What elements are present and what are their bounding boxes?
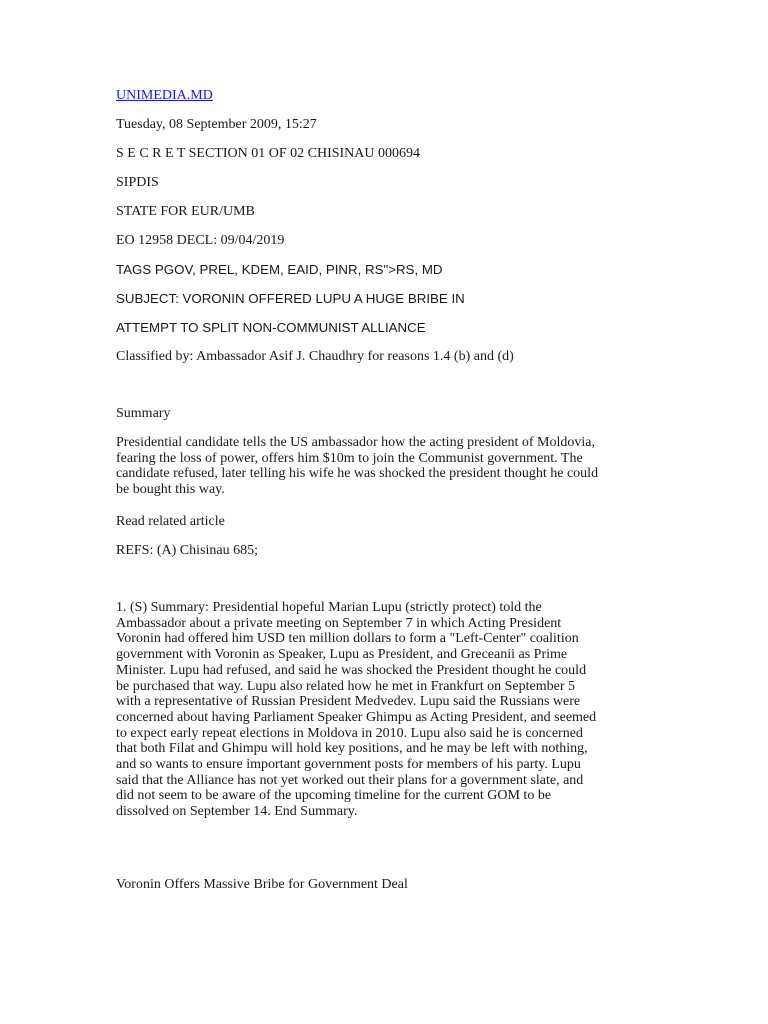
paragraph-line: said that the Alliance has not yet worked out their plans for a government slate, and	[116, 772, 584, 788]
paragraph-line: that both Filat and Ghimpu will hold key positions, and he may be left with nothing,	[116, 741, 588, 757]
summary-paragraph	[116, 435, 656, 498]
paragraph-line: did not seem to be aware of the upcoming timeline for the current GOM to be	[116, 788, 552, 804]
tags-line: TAGS PGOV, PREL, KDEM, EAID, PINR, RS">RS, MD	[116, 262, 443, 277]
classified-by-line: Classified by: Ambassador Asif J. Chaudhry for reasons 1.4 (b) and (d)	[116, 349, 514, 364]
subject-line-1: SUBJECT: VORONIN OFFERED LUPU A HUGE BRIBE IN	[116, 291, 465, 306]
paragraph-line: be purchased that way. Lupu also related how he met in Frankfurt on September 5	[116, 678, 576, 694]
summary-line: Presidential candidate tells the US ambassador how the acting president of Moldovia,	[116, 435, 595, 450]
paragraph-1	[116, 600, 656, 820]
summary-heading: Summary	[116, 406, 171, 421]
sipdis-line: SIPDIS	[116, 175, 159, 190]
paragraph-line: 1. (S) Summary: Presidential hopeful Marian Lupu (strictly protect) told the	[116, 600, 542, 615]
paragraph-line: to expect early repeat elections in Moldova in 2010. Lupu also said he is concerned	[116, 725, 583, 741]
paragraph-line: Ambassador about a private meeting on September 7 in which Acting President	[116, 615, 562, 631]
cable-header: S E C R E T SECTION 01 OF 02 CHISINAU 000694	[116, 146, 421, 161]
summary-line: candidate refused, later telling his wife he was shocked the president thought he could	[116, 466, 599, 482]
section-heading: Voronin Offers Massive Bribe for Government Deal	[116, 877, 408, 892]
read-related-article: Read related article	[116, 514, 225, 529]
summary-line: be bought this way.	[116, 482, 225, 498]
refs-line: REFS: (A) Chisinau 685;	[116, 543, 258, 558]
paragraph-line: government with Voronin as Speaker, Lupu as President, and Greceanii as Prime	[116, 647, 568, 663]
paragraph-line: Voronin had offered him USD ten million dollars to form a "Left-Center" coalition	[116, 631, 579, 647]
paragraph-line: Minister. Lupu had refused, and said he was shocked the President thought he could	[116, 662, 587, 678]
dateline: Tuesday, 08 September 2009, 15:27	[116, 117, 317, 132]
state-line: STATE FOR EUR/UMB	[116, 204, 255, 219]
paragraph-line: and so wants to ensure important government posts for members of his party. Lupu	[116, 757, 581, 773]
paragraph-line: concerned about having Parliament Speaker Ghimpu as Acting President, and seemed	[116, 709, 597, 725]
paragraph-line: with a representative of Russian President Medvedev. Lupu said the Russians were	[116, 694, 581, 710]
subject-line-2: ATTEMPT TO SPLIT NON-COMMUNIST ALLIANCE	[116, 320, 426, 335]
eo-line: EO 12958 DECL: 09/04/2019	[116, 233, 285, 248]
summary-line: fearing the loss of power, offers him $10m to join the Communist government. The	[116, 450, 583, 466]
paragraph-line: dissolved on September 14. End Summary.	[116, 804, 358, 820]
source-link[interactable]: UNIMEDIA.MD	[116, 88, 213, 103]
